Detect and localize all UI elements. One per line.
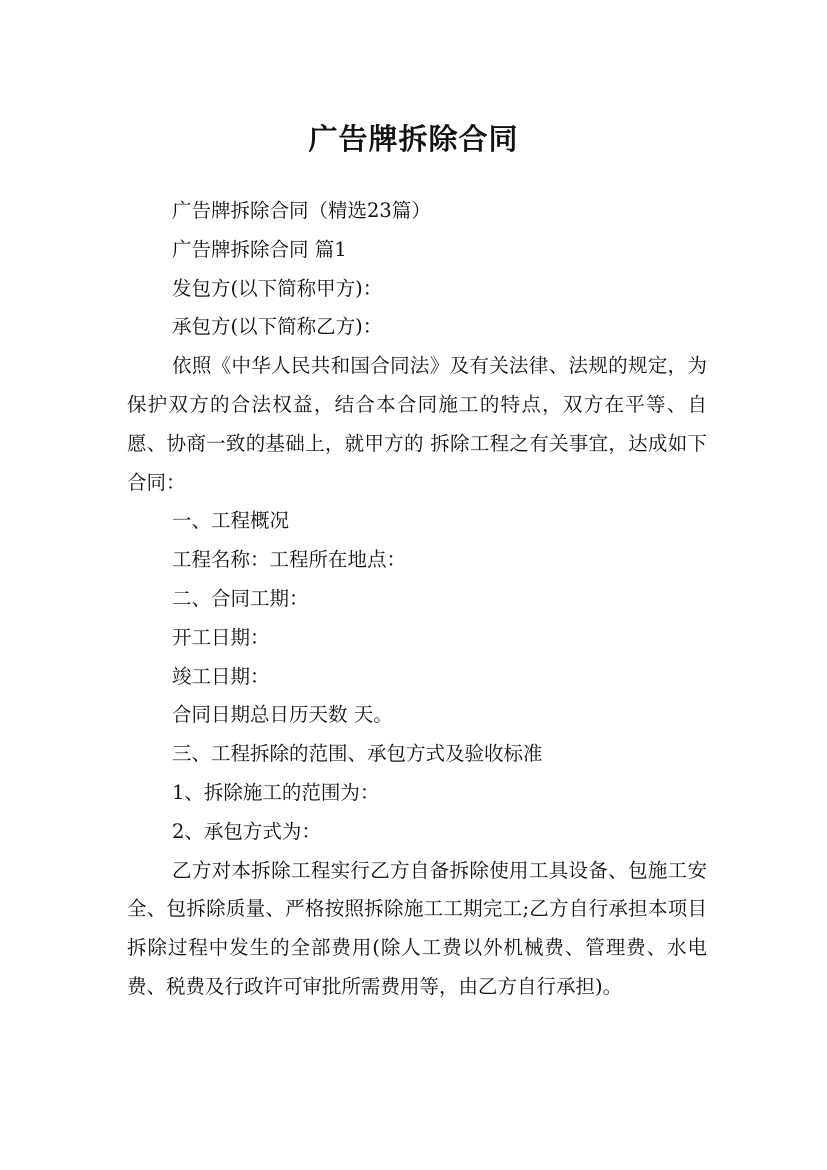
paragraph-contracting-terms: 乙方对本拆除工程实行乙方自备拆除使用工具设备、包施工安全、包拆除质量、严格按照拆除施工工期完工;乙方自行承担本项目拆除过程中发生的全部费用(除人工费以外机械费、管理费、水电费、税费及行政许可审批所需费用等，由乙方自行承担)。	[127, 858, 707, 998]
paragraph-total-days: 合同日期总日历天数 天。	[172, 703, 393, 727]
paragraph-preamble: 依照《中华人民共和国合同法》及有关法律、法规的规定，为保护双方的合法权益，结合本合同施工的特点，双方在平等、自愿、协商一致的基础上，就甲方的 拆除工程之有关事宜，达成如下合同：	[127, 354, 707, 494]
paragraph-contract-period-heading: 二、合同工期：	[172, 586, 309, 610]
paragraph-project-name-location: 工程名称：工程所在地点：	[172, 548, 407, 572]
paragraph-section-heading: 广告牌拆除合同 篇1	[172, 237, 347, 261]
document-body	[127, 192, 707, 1007]
paragraph-collection-title: 广告牌拆除合同（精选23篇）	[172, 199, 431, 222]
paragraph-party-a: 发包方(以下简称甲方)：	[172, 276, 383, 300]
paragraph-scope-item-2: 2、承包方式为：	[172, 819, 321, 843]
paragraph-scope-item-1: 1、拆除施工的范围为：	[172, 780, 380, 804]
document-title: 广告牌拆除合同	[308, 122, 519, 157]
paragraph-scope-heading: 三、工程拆除的范围、承包方式及验收标准	[172, 742, 543, 766]
paragraph-completion-date: 竣工日期：	[172, 664, 270, 688]
paragraph-start-date: 开工日期：	[172, 625, 270, 649]
paragraph-project-overview-heading: 一、工程概况	[172, 509, 290, 533]
paragraph-party-b: 承包方(以下简称乙方)：	[172, 315, 383, 339]
